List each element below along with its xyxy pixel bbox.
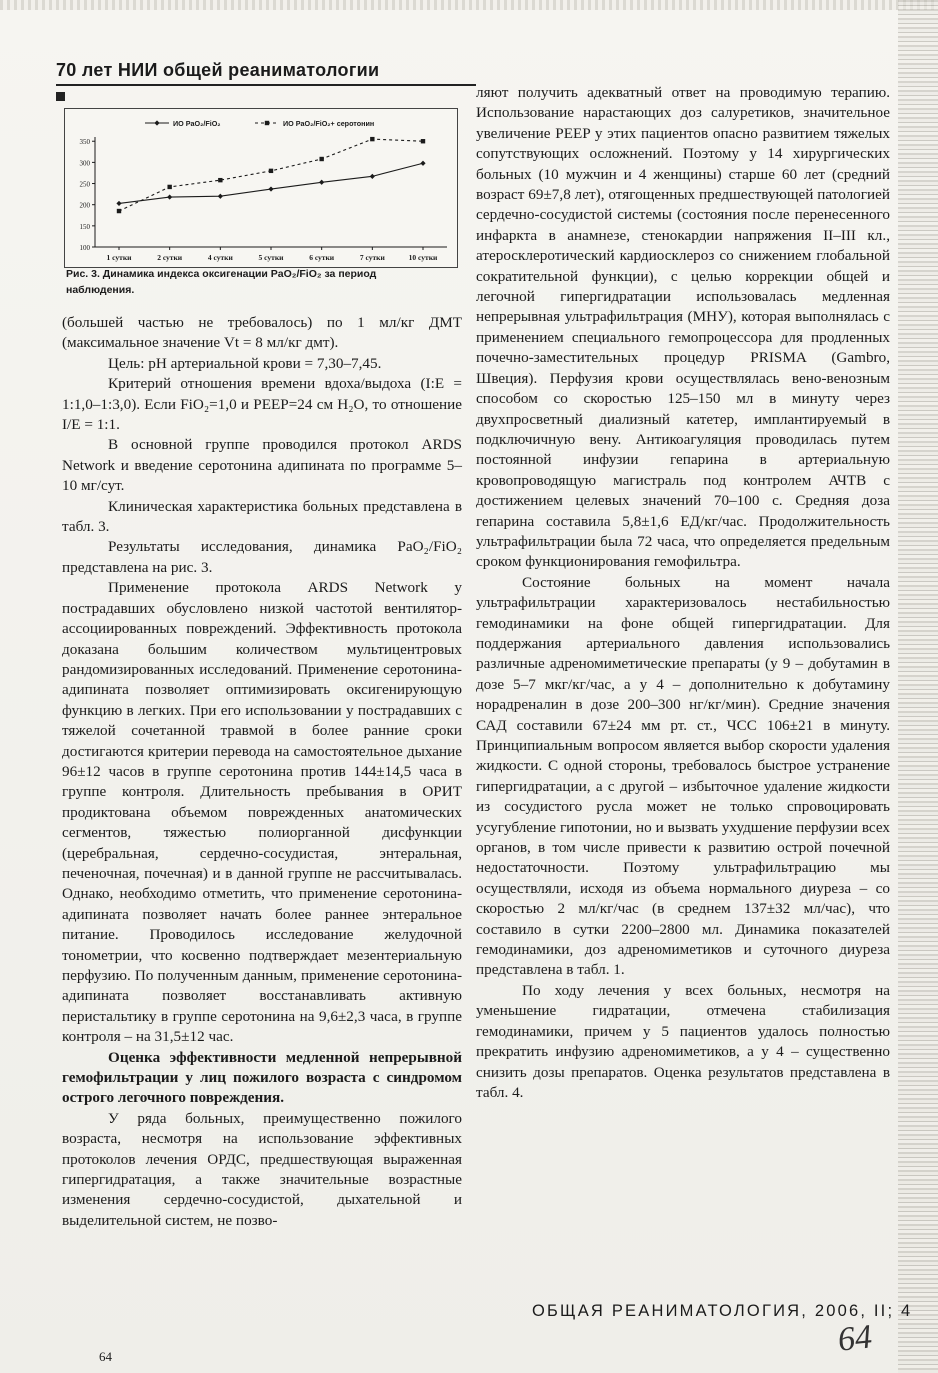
x-tick-label: 5 сутки <box>258 253 284 262</box>
data-point <box>218 178 222 182</box>
data-point <box>116 201 121 206</box>
x-tick-label: 10 сутки <box>408 253 438 262</box>
data-point <box>167 185 171 189</box>
x-tick-label: 6 сутки <box>309 253 335 262</box>
y-tick-label: 200 <box>79 201 90 210</box>
running-header: 70 лет НИИ общей реаниматологии <box>56 60 380 80</box>
chart-marks <box>116 137 425 213</box>
legend-marker <box>265 121 269 125</box>
data-point <box>421 139 425 143</box>
figure-caption-line-1: Рис. 3. Динамика индекса оксигенации PaO₂/FiO₂ за период <box>66 268 377 280</box>
paragraph: ляют получить адекватный ответ на проводимую терапию. Использование нарастающих доз салуретиков, значительное увеличение PEEP у этих пациентов опасно развитием тяжелых сопутствующих осложнений. Поэтому у 14 хирургических больных (10 мужчин и 4 женщины) старше 60 лет (средний возраст 69±7,8 лет), отягощенных предшествующей патологией сердечно-сосудистой системы (состояния после перенесенного инфаркта в анамнезе, стенокардии напряжения II–III кл., атеросклеротический кардиосклероз со снижением глобальной сократительной функции), с целью коррекции общей и легочной гипергидратации использовалась медленная непрерывная ультрафильтрация (МНУ), которая выполнялась с применением специального гемопроцессора для продленных почечно-заместительных процедур PRISMA (Gambro, Швеция). Перфузия крови осуществлялась вено-венозным способом со скоростью 125–150 мл в минуту через двухпросветный диализный катетер, имплантируемый в подключичную вену. Антикоагуляция проводилась путем постоянной инфузии гепарина в артериальную кровопроводящую магистраль под контролем АЧТВ с достижением целевых значений 70–100 с. Средняя доза гепарина составила 5,8±1,6 ЕД/кг/час. Продолжительность ультрафильтрации была 72 часа, что определяется предельным сроком функционирования гемофильтра. <box>476 84 890 571</box>
scan-right-edge <box>898 0 938 1373</box>
page-number: 64 <box>99 1349 112 1364</box>
paragraph: Результаты исследования, динамика PaO₂/FiO₂ представлена на рис. 3. <box>62 538 462 576</box>
chart-legend <box>145 119 374 128</box>
figure-3 <box>64 108 458 268</box>
paragraph: (большей частью не требовалось) по 1 мл/кг ДМТ (максимальное значение Vt = 8 мл/кг дмт). <box>62 314 462 352</box>
legend-label: ИО PaO₂/FiO₂+ серотонин <box>283 119 375 128</box>
paragraph: По ходу лечения у всех больных, несмотря на уменьшение гидратации, отмечена стабилизация гемодинамики, причем у 5 пациентов удалось полностью прекратить инфузию адреномиметиков, а у 4 – существенно снизить дозы препаратов. Оценка результатов представлена в табл. 4. <box>476 981 890 1101</box>
data-point <box>218 194 223 199</box>
data-point <box>370 137 374 141</box>
data-point <box>269 169 273 173</box>
y-tick-label: 150 <box>79 222 90 231</box>
paragraph: Состояние больных на момент начала ультрафильтрации характеризовалось нестабильностью гемодинамики на фоне общей гипергидратации. Для поддержания артериального давления использовались различные адреномиметические препараты (у 9 – добутамин в дозе 5–7 мкг/кг/час, а у 4 – дополнительно к добутамину норадреналин в дозе 200–300 нг/кг/мин). Средние значения САД составили 67±24 мм рт. ст., ЧСС 106±21 в минуту. Принципиальным вопросом является выбор скорости удаления жидкости. С одной стороны, требовалось быстрое устранение гипергидратации, а с другой – избыточное удаление жидкости из сосудистого русла может не только спровоцировать усугубление гипотонии, но и вызвать ухудшение перфузии всех органов, в том числе привести к развитию острой почечной недостаточности. Поэтому ультрафильтрацию мы осуществляли, исходя из объема нормального диуреза – со скоростью 2 мл/кг/час (в среднем 137±32 мл/час), что составило в сутки 2200–2800 мл. Динамика показателей гемодинамики, доз адреномиметиков и суточного диуреза представлена в табл. 1. <box>476 573 890 979</box>
data-point <box>370 174 375 179</box>
data-point <box>117 209 121 213</box>
legend-label: ИО PaO₂/FiO₂ <box>173 119 221 128</box>
header-rule <box>56 84 476 86</box>
handwritten-page-mark: 64 <box>836 1318 874 1359</box>
figure-caption <box>66 266 462 298</box>
journal-footer: ОБЩАЯ РЕАНИМАТОЛОГИЯ, 2006, II; 4 <box>532 1302 913 1320</box>
y-tick-label: 100 <box>79 244 90 252</box>
x-tick-label: 7 сутки <box>359 253 385 262</box>
chart-axes <box>80 137 448 262</box>
right-column <box>476 83 890 1103</box>
section-heading: Оценка эффективности медленной непрерывной гемофильтрации у лиц пожилого возраста с синдромом острого легочного повреждения. <box>62 1048 462 1107</box>
paragraph: Критерий отношения времени вдоха/выдоха (I:E = 1:1,0–1:3,0). Если FiO₂=1,0 и PEEP=24 см H₂O, то отношение I/E = 1:1. <box>62 375 462 434</box>
figure-caption-line-2: наблюдения. <box>66 284 135 296</box>
paragraph: Цель: pH артериальной крови = 7,30–7,45. <box>108 354 382 372</box>
data-point <box>167 194 172 199</box>
scan-top-edge <box>0 0 938 10</box>
legend-marker <box>154 120 159 125</box>
x-tick-label: 4 сутки <box>207 253 233 262</box>
data-point <box>420 161 425 166</box>
y-tick-label: 250 <box>79 180 90 189</box>
header-marker <box>56 92 65 101</box>
data-point <box>268 186 273 191</box>
left-column <box>62 313 462 1231</box>
paragraph: У ряда больных, преимущественно пожилого возраста, несмотря на использование эффективных протоколов лечения ОРДС, предшествующая выраженная гипергидратация, а также значительные возрастные изменения сердечно-сосудистой, дыхательной и выделительной систем, не позво- <box>62 1109 462 1229</box>
y-tick-label: 350 <box>79 138 90 147</box>
y-tick-label: 300 <box>79 159 90 168</box>
x-tick-label: 2 сутки <box>157 253 183 262</box>
oxygenation-index-chart <box>65 109 457 267</box>
data-point <box>319 157 323 161</box>
paragraph: Клиническая характеристика больных представлена в табл. 3. <box>62 497 462 536</box>
data-point <box>319 180 324 185</box>
paragraph: В основной группе проводился протокол ARDS Network и введение серотонина адипината по программе 5–10 мг/сут. <box>62 436 462 495</box>
x-tick-label: 1 сутки <box>106 253 132 262</box>
paragraph: Применение протокола ARDS Network у пострадавших обусловлено низкой частотой вентилятор-ассоциированных повреждений. Эффективность протокола доказана большим количеством мультицентровых рандомизированных исследований. Применение серотонина-адипината позволяет оптимизировать оксигенирующую функцию в легких. При его использовании у пострадавших с тяжелой сочетанной травмой в более ранние сроки достигаются критерии перевода на самостоятельное дыхание 96±12 часов в группе серотонина против 144±14,5 часа в группе контроля. Длительность пребывания в ОРИТ продиктована объемом поврежденных анатомических сегментов, тяжестью полиорганной дисфункции (церебральная, сердечно-сосудистая, энтеральная, печеночная, почечная) и в данной группе не рассчитывалась. Однако, необходимо отметить, что применение серотонина-адипината позволяет начать более раннее энтеральное питание. Проводилось исследование желудочной тонометрии, что косвенно подтверждает мезентериальную перфузию. По полученным данным, применение серотонина-адипината позволяет восстанавливать активную перистальтику в группе серотонина на 9,6±2,3 часа, в группе контроля – на 31,5±12 час. <box>62 579 462 1046</box>
